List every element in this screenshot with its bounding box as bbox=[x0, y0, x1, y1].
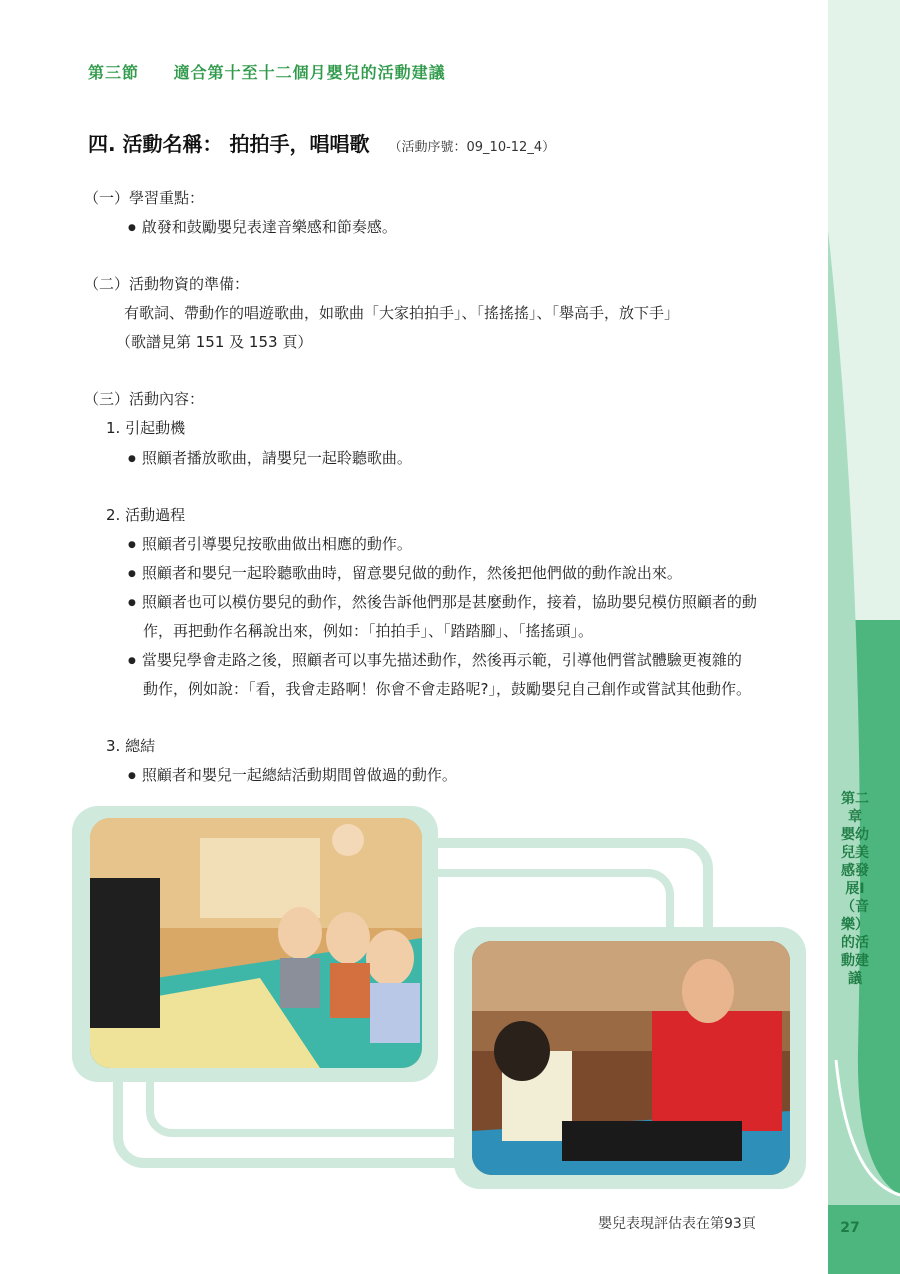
sec1-heading: （一）學習重點： bbox=[84, 189, 205, 207]
activity-title bbox=[88, 128, 555, 157]
process-bullet-1: ● 照顧者引導嬰兒按歌曲做出相應的動作。 bbox=[128, 533, 412, 556]
section-number: 第三節 bbox=[88, 63, 140, 82]
chapter-title-vertical: 第二章 嬰幼兒美感發展Ⅰ（音樂）的活動建議 bbox=[841, 791, 869, 987]
sec3-heading: （三）活動內容： bbox=[84, 390, 205, 408]
section-header bbox=[88, 60, 446, 83]
process-bullet-3-line2: 作，再把動作名稱說出來，例如：「拍拍手」、「踏踏腳」、「搖搖頭」。 bbox=[143, 622, 594, 640]
summary-bullet: ● 照顧者和嬰兒一起總結活動期間曾做過的動作。 bbox=[128, 764, 457, 787]
photo-babies-sitting bbox=[90, 818, 422, 1068]
assessment-note: 嬰兒表現評估表在第93頁 bbox=[598, 1216, 756, 1232]
sec1-bullet: ● 啟發和鼓勵嬰兒表達音樂感和節奏感。 bbox=[128, 216, 397, 239]
photo-caregiver-with-baby bbox=[472, 941, 790, 1175]
activity-name: 四. 活動名稱： 拍拍手，唱唱歌 bbox=[88, 132, 370, 156]
motivation-heading: 1. 引起動機 bbox=[106, 419, 186, 437]
activity-sequence: （活動序號：09_10-12_4） bbox=[388, 140, 556, 155]
process-bullet-4-line2: 動作，例如說：「看，我會走路啊！你會不會走路呢?」，鼓勵嬰兒自己創作或嘗試其他動作。 bbox=[143, 680, 751, 698]
process-bullet-2: ● 照顧者和嬰兒一起聆聽歌曲時，留意嬰兒做的動作，然後把他們做的動作說出來。 bbox=[128, 562, 682, 585]
summary-heading: 3. 總結 bbox=[106, 737, 156, 755]
sec2-line1: 有歌詞、帶動作的唱遊歌曲，如歌曲「大家拍拍手」、「搖搖搖」、「舉高手，放下手」 bbox=[124, 304, 680, 322]
process-bullet-4-line1: ● 當嬰兒學會走路之後，照顧者可以事先描述動作，然後再示範，引導他們嘗試體驗更複雜的 bbox=[128, 649, 742, 672]
process-heading: 2. 活動過程 bbox=[106, 506, 186, 524]
process-bullet-3-line1: ● 照顧者也可以模仿嬰兒的動作，然後告訴他們那是甚麼動作，接着，協助嬰兒模仿照顧者的動 bbox=[128, 591, 757, 614]
motivation-bullet: ● 照顧者播放歌曲，請嬰兒一起聆聽歌曲。 bbox=[128, 447, 412, 470]
chapter-sidebar bbox=[828, 0, 900, 1274]
page-number: 27 bbox=[840, 1220, 860, 1236]
section-title: 適合第十至十二個月嬰兒的活動建議 bbox=[173, 63, 446, 82]
sec2-line2: （歌譜見第 151 及 153 頁） bbox=[116, 333, 313, 351]
sec2-heading: （二）活動物資的準備： bbox=[84, 275, 250, 293]
